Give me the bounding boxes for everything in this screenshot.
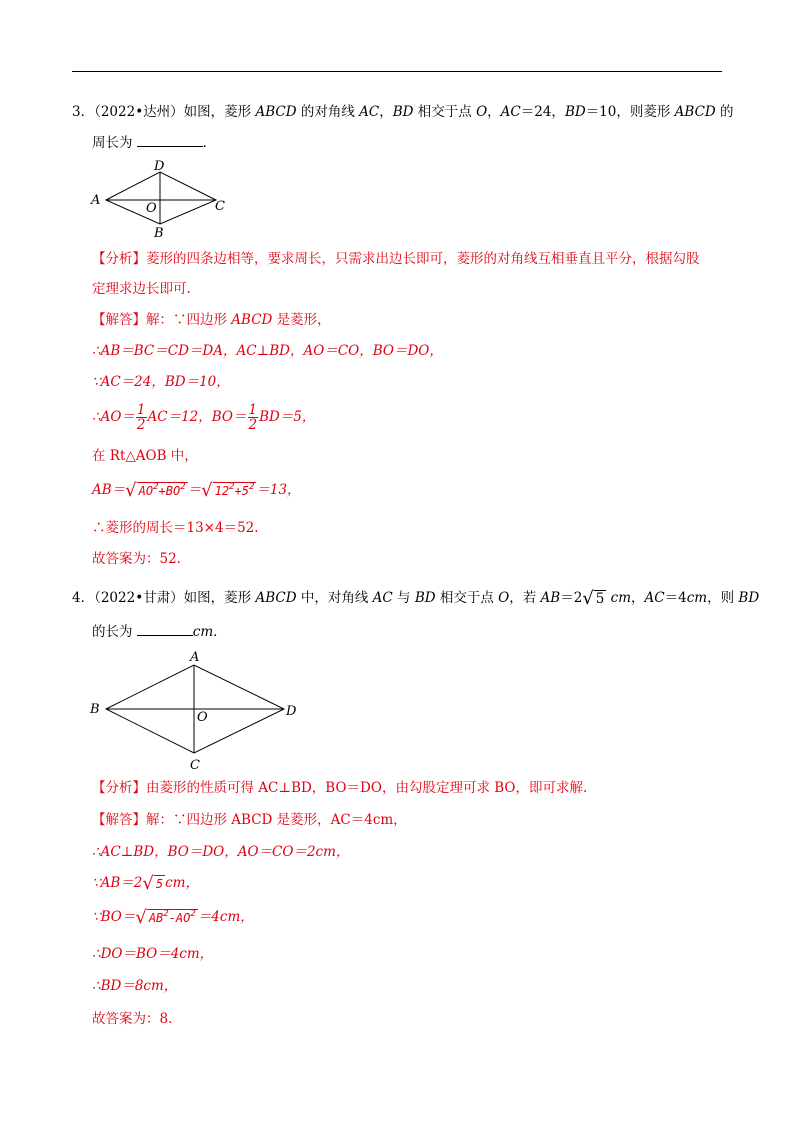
problem-4-solution-line4: ∵BO＝√ $AB^2-AO^2 =4cm$， — [92, 906, 254, 928]
problem-4-solution-line6: ∴BD＝8cm， — [92, 978, 178, 994]
problem-4-solution-line2: ∴AC⊥BD，BO＝DO，AO＝CO＝2cm， — [92, 844, 350, 860]
label-A: A — [190, 650, 200, 665]
header-rule — [72, 71, 722, 72]
label-B: B — [90, 702, 100, 717]
sqrt-expression: √ $12^2+5^2$ — [201, 479, 255, 501]
problem-3-solution-line4: ∴AO＝ $\frac{1}{2}$ AC＝12，BO＝ $\frac{1}{2}$ BD＝5， — [92, 402, 316, 433]
problem-3-analysis-line1: 【分析】菱形的四条边相等，要求周长，只需求出边长即可，菱形的对角线互相垂直且平分，根据勾股 — [92, 251, 700, 267]
answer-blank — [137, 133, 203, 147]
problem-3-stem-line1: 3．（2022•达州）如图，菱形 ABCD 的对角线 AC，BD 相交于点 O，AC＝24，BD＝10，则菱形 ABCD 的 — [72, 104, 734, 120]
rhombus-figure-4 — [86, 645, 306, 775]
problem-4-stem-line2: 的长为 cm． — [92, 624, 227, 640]
label-O: O — [197, 710, 208, 725]
sqrt-expression: √ $AB^2-AO^2$ — [135, 906, 196, 928]
label-B: B — [154, 226, 164, 240]
problem-3-solution-line8: 故答案为：52. — [92, 551, 181, 567]
label-D: D — [154, 159, 165, 174]
problem-3-solution-line6: AB＝√ $AO^2+BO^2$ ＝√ $12^2+5^2 =13$， — [92, 479, 301, 501]
problem-3-analysis-line2: 定理求边长即可. — [92, 281, 191, 297]
problem-3-solution-line2: ∴AB＝BC＝CD＝DA，AC⊥BD，AO＝CO，BO＝DO， — [92, 343, 443, 359]
label-A: A — [91, 193, 101, 208]
sqrt-5: √ 5 — [582, 587, 605, 609]
problem-3-solution-line1: 【解答】解：∵四边形 ABCD 是菱形， — [92, 312, 331, 328]
answer-blank — [137, 622, 193, 636]
label-D: D — [286, 704, 297, 719]
problem-4-solution-line1: 【解答】解：∵四边形 ABCD 是菱形，AC＝4cm， — [92, 812, 407, 828]
rhombus-figure-3 — [88, 158, 238, 240]
problem-4-solution-line5: ∴DO＝BO＝4cm， — [92, 946, 214, 962]
problem-4-stem-line1: 4．（2022•甘肃）如图，菱形 ABCD 中，对角线 AC 与 BD 相交于点 O，若 AB＝2√ 5 cm，AC＝4cm，则 BD — [72, 587, 760, 609]
label-C: C — [215, 199, 225, 214]
problem-3-solution-line7: ∴菱形的周长＝13×4＝52. — [92, 520, 259, 536]
problem-4-analysis-line1: 【分析】由菱形的性质可得 AC⊥BD，BO＝DO，由勾股定理可求 BO，即可求解. — [92, 780, 588, 796]
fraction-half: $\frac{1}{2}$ — [248, 402, 258, 433]
problem-3-stem-line2: 周长为 ． — [92, 135, 217, 151]
label-O: O — [146, 201, 157, 216]
problem-3-solution-line3: ∵AC＝24，BD＝10， — [92, 374, 230, 390]
problem-4-solution-line7: 故答案为：8. — [92, 1011, 173, 1027]
sqrt-expression: √ $AO^2+BO^2$ — [125, 479, 186, 501]
problem-3-solution-line5: 在 Rt△AOB 中， — [92, 448, 198, 464]
problem-4-solution-line3: ∵AB＝2√ 5 cm， — [92, 872, 199, 894]
fraction-half: $\frac{1}{2}$ — [136, 402, 146, 433]
label-C: C — [190, 758, 200, 773]
sqrt-5: √ 5 — [142, 872, 164, 894]
